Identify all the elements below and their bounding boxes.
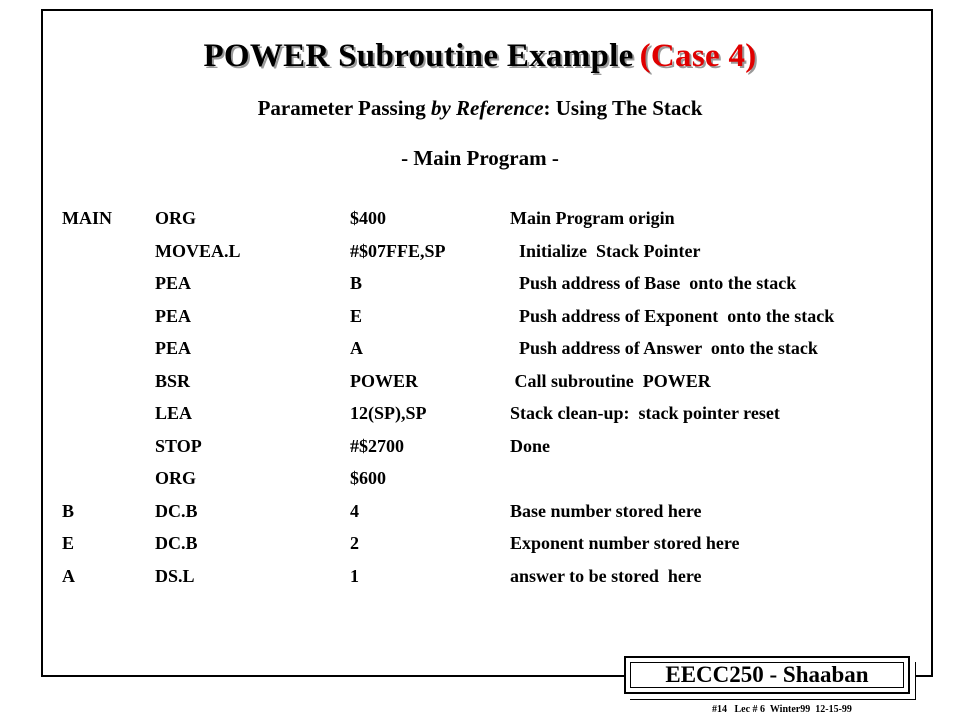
code-opcode: ORG xyxy=(155,208,197,228)
code-opcode: PEA xyxy=(155,273,191,293)
slide-footer: #14 Lec # 6 Winter99 12-15-99 xyxy=(712,704,852,715)
code-label: E xyxy=(62,533,75,553)
code-comment: Push address of Base onto the stack xyxy=(510,273,797,293)
section-heading: - Main Program - xyxy=(401,146,559,170)
code-line xyxy=(0,468,960,496)
course-badge-label: EECC250 - Shaaban xyxy=(630,662,904,688)
code-comment: Exponent number stored here xyxy=(510,533,740,553)
subtitle-prefix: Parameter Passing xyxy=(257,96,431,120)
code-comment: Base number stored here xyxy=(510,500,702,521)
code-operand: $600 xyxy=(350,468,386,488)
code-label: A xyxy=(62,565,75,586)
code-operand: B xyxy=(350,273,363,293)
code-line xyxy=(0,306,960,334)
code-opcode: PEA xyxy=(155,305,191,326)
code-line xyxy=(0,241,960,269)
code-comment: Main Program origin xyxy=(510,208,675,228)
code-operand: 2 xyxy=(350,533,359,553)
code-comment: Done xyxy=(510,435,550,456)
code-opcode: BSR xyxy=(155,370,191,391)
code-opcode: STOP xyxy=(155,435,202,456)
code-line xyxy=(0,501,960,529)
code-operand: #$07FFE,SP xyxy=(350,240,446,261)
code-operand: E xyxy=(350,305,363,326)
code-comment: Push address of Exponent onto the stack xyxy=(510,305,835,326)
code-opcode: LEA xyxy=(155,403,193,423)
code-operand: 4 xyxy=(350,500,359,521)
code-operand: 1 xyxy=(350,565,359,586)
code-operand: #$2700 xyxy=(350,435,404,456)
code-operand: 12(SP),SP xyxy=(350,403,427,423)
slide-title xyxy=(0,38,960,75)
code-opcode: PEA xyxy=(155,338,191,358)
code-opcode: ORG xyxy=(155,468,197,488)
code-line xyxy=(0,273,960,301)
code-operand: A xyxy=(350,338,363,358)
code-line xyxy=(0,533,960,561)
code-line xyxy=(0,338,960,366)
code-opcode: DC.B xyxy=(155,533,198,553)
code-line xyxy=(0,403,960,431)
code-label: B xyxy=(62,500,75,521)
code-opcode: DC.B xyxy=(155,500,198,521)
subtitle-emphasis: by Reference xyxy=(430,96,544,120)
code-line xyxy=(0,208,960,236)
slide-subtitle xyxy=(0,96,960,121)
code-line xyxy=(0,371,960,399)
code-comment: Initialize Stack Pointer xyxy=(510,240,701,261)
title-case: (Case 4) xyxy=(639,38,757,74)
course-badge xyxy=(624,656,910,694)
code-label: MAIN xyxy=(62,208,112,228)
code-operand: POWER xyxy=(350,370,419,391)
code-opcode: DS.L xyxy=(155,565,195,586)
code-line xyxy=(0,566,960,594)
title-main: POWER Subroutine Example xyxy=(203,38,634,74)
code-comment: Push address of Answer onto the stack xyxy=(510,338,818,358)
code-comment: answer to be stored here xyxy=(510,565,702,586)
code-opcode: MOVEA.L xyxy=(155,240,241,261)
subtitle-suffix: : Using The Stack xyxy=(543,96,703,120)
code-comment: Call subroutine POWER xyxy=(510,370,711,391)
code-line xyxy=(0,436,960,464)
code-comment: Stack clean-up: stack pointer reset xyxy=(510,403,780,423)
code-operand: $400 xyxy=(350,208,386,228)
